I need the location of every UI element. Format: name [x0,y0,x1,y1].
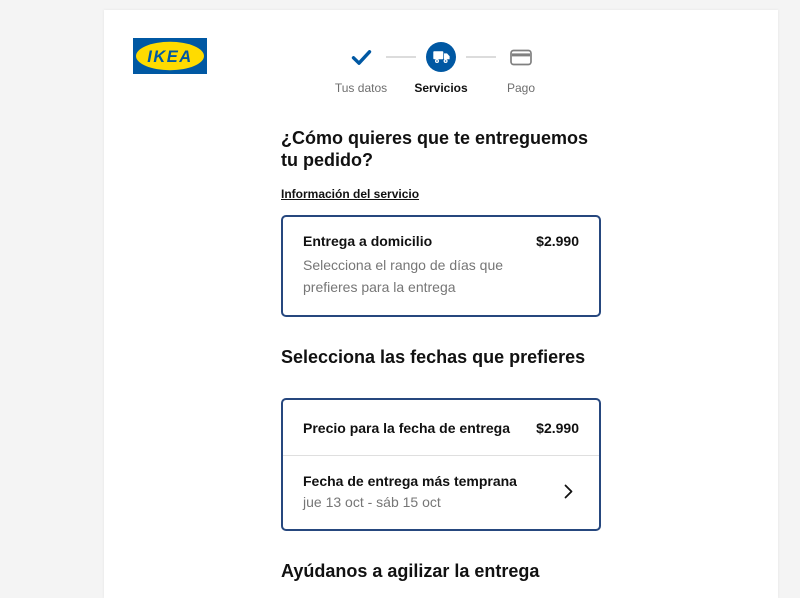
dates-card [281,398,601,531]
checkout-panel [104,10,778,598]
delivery-price-label: Precio para la fecha de entrega [303,420,510,437]
chevron-right-icon [564,484,573,499]
stepper-step-servicios[interactable] [416,42,466,95]
delivery-option-description: Selecciona el rango de días que prefieres para la entrega [303,256,504,295]
delivery-option-price: $2.990 [536,232,579,249]
delivery-price-value: $2.990 [536,420,579,437]
earliest-date-value: jue 13 oct - sáb 15 oct [303,494,441,511]
delivery-option-card[interactable] [281,215,601,317]
checkout-stepper [336,42,546,95]
stepper-connector [466,56,496,58]
ikea-logo-icon [133,38,207,74]
expedite-heading: Ayúdanos a agilizar la entrega [281,561,540,582]
stepper-step-tus-datos[interactable] [336,42,386,95]
stepper-label-tus-datos: Tus datos [334,81,388,95]
stepper-label-servicios: Servicios [414,81,468,95]
delivery-option-title: Entrega a domicilio [303,232,433,249]
ikea-logo[interactable] [133,38,207,74]
checkout-header [104,10,778,96]
delivery-price-row [283,400,599,456]
svg-text:IKEA: IKEA [147,48,193,66]
check-icon [351,42,372,72]
earliest-date-label: Fecha de entrega más temprana [303,473,517,490]
earliest-date-row[interactable] [283,456,599,529]
credit-card-icon [510,42,532,72]
stepper-connector [386,56,416,58]
service-info-link[interactable]: Información del servicio [281,186,420,201]
truck-icon [426,42,456,72]
delivery-question-heading: ¿Cómo quieres que te entreguemos tu pedido? [281,128,589,170]
checkout-content [281,128,601,582]
stepper-label-pago: Pago [506,81,536,95]
dates-heading: Selecciona las fechas que prefieres [281,347,586,368]
stepper-step-pago[interactable] [496,42,546,95]
